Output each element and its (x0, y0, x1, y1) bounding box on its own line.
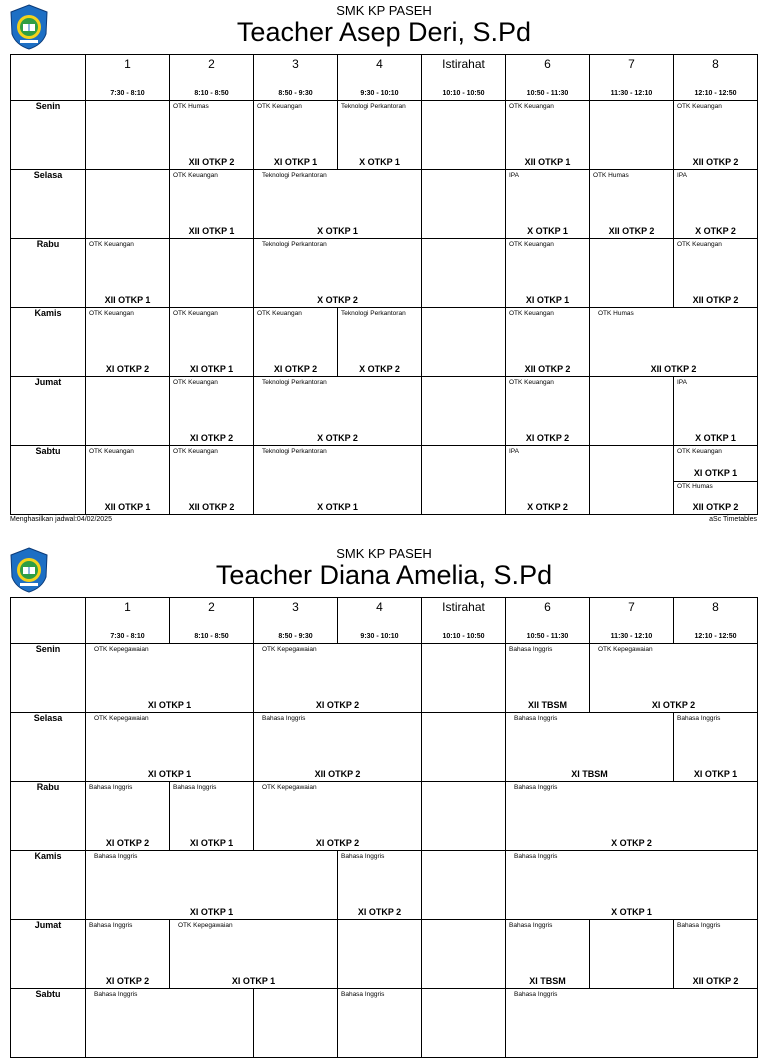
lesson-class: X OTKP 2 (317, 433, 358, 443)
period-number: 4 (376, 57, 383, 71)
lesson-cell (506, 101, 590, 170)
lesson-class: XI OTKP 1 (693, 769, 738, 779)
period-header (674, 55, 758, 101)
period-time: 10:10 - 10:50 (442, 633, 485, 640)
lesson-cell (506, 446, 590, 515)
day-label: Jumat (11, 920, 86, 989)
day-row (11, 920, 758, 989)
lesson-subject: Bahasa Inggris (677, 715, 721, 722)
day-row (11, 782, 758, 851)
lesson-cell (506, 989, 758, 1058)
lesson-class: X OTKP 1 (695, 433, 736, 443)
period-number: Istirahat (442, 600, 485, 614)
lesson-class: XI TBSM (529, 976, 566, 986)
empty-cell (422, 170, 506, 239)
period-number: 6 (544, 600, 551, 614)
period-number: 2 (208, 600, 215, 614)
lesson-class: XI OTKP 2 (105, 364, 150, 374)
lesson-class: XI OTKP 1 (693, 467, 738, 478)
period-number: 8 (712, 600, 719, 614)
lesson-class: X OTKP 1 (317, 226, 358, 236)
lesson-cell (170, 920, 338, 989)
day-label: Selasa (11, 713, 86, 782)
lesson-subject: OTK Humas (598, 310, 634, 317)
lesson-cell (674, 170, 758, 239)
day-row (11, 170, 758, 239)
period-header (170, 598, 254, 644)
lesson-subject: Teknologi Perkantoran (262, 379, 327, 386)
period-number: 7 (628, 600, 635, 614)
lesson-class: XI OTKP 2 (105, 976, 150, 986)
lesson-subject: Bahasa Inggris (89, 784, 133, 791)
lesson-subject: Bahasa Inggris (509, 646, 553, 653)
period-time: 11:30 - 12:10 (610, 90, 653, 97)
lesson-cell (170, 446, 254, 515)
empty-cell (338, 920, 422, 989)
lesson-cell (86, 644, 254, 713)
lesson-class: X OTKP 2 (695, 226, 736, 236)
lesson-subject: Teknologi Perkantoran (341, 310, 406, 317)
lesson-cell (254, 170, 422, 239)
lesson-cell (170, 101, 254, 170)
lesson-class: XI OTKP 2 (357, 907, 402, 917)
lesson-subject: OTK Humas (173, 103, 209, 110)
lesson-cell (254, 446, 422, 515)
lesson-cell (86, 713, 254, 782)
lesson-cell (254, 308, 338, 377)
lesson-cell (254, 377, 422, 446)
period-header (590, 598, 674, 644)
lesson-class: X OTKP 2 (359, 364, 400, 374)
empty-cell (254, 989, 338, 1058)
period-number: 3 (292, 600, 299, 614)
empty-cell (422, 920, 506, 989)
lesson-class: XI OTKP 1 (189, 364, 234, 374)
lesson-subject: IPA (677, 379, 687, 386)
lesson-cell (254, 101, 338, 170)
lesson-subject: Bahasa Inggris (509, 922, 553, 929)
period-number: 2 (208, 57, 215, 71)
period-header (86, 55, 170, 101)
lesson-subject: OTK Keuangan (89, 448, 134, 455)
school-name: SMK KP PASEH (336, 546, 432, 561)
period-time: 10:50 - 11:30 (526, 633, 569, 640)
lesson-subject: IPA (509, 448, 519, 455)
day-row (11, 446, 758, 515)
lesson-cell (506, 377, 590, 446)
empty-cell (422, 101, 506, 170)
lesson-cell (170, 782, 254, 851)
lesson-subject: Teknologi Perkantoran (262, 241, 327, 248)
day-label: Senin (11, 101, 86, 170)
lesson-cell (506, 851, 758, 920)
lesson-cell (674, 446, 758, 515)
lesson-class: X OTKP 1 (359, 157, 400, 167)
day-label: Jumat (11, 377, 86, 446)
lesson-subject: OTK Humas (677, 482, 713, 490)
period-header (422, 55, 506, 101)
lesson-class: XII OTKP 2 (692, 295, 739, 305)
lesson-subject: OTK Keuangan (173, 310, 218, 317)
empty-cell (422, 851, 506, 920)
empty-cell (170, 239, 254, 308)
lesson-class: X OTKP 2 (317, 295, 358, 305)
lesson-class: X OTKP 1 (527, 226, 568, 236)
lesson-subject: OTK Kepegawaian (94, 715, 149, 722)
lesson-subject: OTK Keuangan (677, 241, 722, 248)
lesson-cell (86, 851, 338, 920)
empty-cell (590, 239, 674, 308)
lesson-cell (86, 782, 170, 851)
lesson-class: XII OTKP 2 (692, 502, 739, 512)
lesson-class: XII OTKP 2 (314, 769, 361, 779)
empty-cell (86, 170, 170, 239)
empty-cell (422, 644, 506, 713)
teacher-name: Teacher Asep Deri, S.Pd (236, 17, 532, 47)
lesson-subject: Bahasa Inggris (94, 853, 138, 860)
lesson-class: XII OTKP 2 (692, 157, 739, 167)
empty-cell (590, 101, 674, 170)
lesson-subject: OTK Kepegawaian (94, 646, 149, 653)
lesson-subject: IPA (677, 172, 687, 179)
period-number: 1 (124, 57, 131, 71)
day-label: Sabtu (11, 446, 86, 515)
lesson-subject: OTK Keuangan (257, 103, 302, 110)
empty-cell (422, 782, 506, 851)
timetable-grid (10, 597, 758, 1058)
lesson-subject: Teknologi Perkantoran (262, 172, 327, 179)
lesson-cell (86, 989, 254, 1058)
period-number: 6 (544, 57, 551, 71)
lesson-cell (506, 782, 758, 851)
lesson-cell (338, 989, 422, 1058)
teacher-name: Teacher Diana Amelia, S.Pd (215, 560, 553, 590)
period-time: 7:30 - 8:10 (110, 90, 145, 97)
lesson-subject: OTK Keuangan (509, 103, 554, 110)
lesson-subject: OTK Keuangan (173, 379, 218, 386)
lesson-cell (590, 308, 758, 377)
lesson-class: X OTKP 2 (527, 502, 568, 512)
lesson-class: XI OTKP 1 (147, 700, 192, 710)
corner-cell (11, 598, 86, 644)
period-time: 10:50 - 11:30 (526, 90, 569, 97)
day-row (11, 377, 758, 446)
lesson-subject: Teknologi Perkantoran (341, 103, 406, 110)
period-time: 8:50 - 9:30 (278, 633, 313, 640)
lesson-cell (86, 308, 170, 377)
period-time: 9:30 - 10:10 (360, 90, 399, 97)
lesson-cell (506, 170, 590, 239)
empty-cell (590, 377, 674, 446)
lesson-cell (170, 308, 254, 377)
lesson-class: XII OTKP 1 (104, 295, 151, 305)
lesson-class: XII OTKP 2 (650, 364, 697, 374)
lesson-class: XII OTKP 2 (692, 976, 739, 986)
lesson-cell (674, 101, 758, 170)
lesson-class: XI OTKP 2 (315, 700, 360, 710)
lesson-subject: OTK Humas (593, 172, 629, 179)
period-time: 11:30 - 12:10 (610, 633, 653, 640)
period-time: 8:10 - 8:50 (194, 633, 229, 640)
cell-divider (674, 481, 757, 482)
empty-cell (422, 446, 506, 515)
day-label: Senin (11, 644, 86, 713)
lesson-subject: OTK Keuangan (257, 310, 302, 317)
lesson-subject: OTK Kepegawaian (262, 784, 317, 791)
day-row (11, 851, 758, 920)
lesson-subject: Bahasa Inggris (341, 853, 385, 860)
lesson-subject: Bahasa Inggris (514, 784, 558, 791)
lesson-subject: OTK Keuangan (509, 310, 554, 317)
period-header (590, 55, 674, 101)
lesson-class: XII OTKP 1 (524, 157, 571, 167)
lesson-subject: OTK Keuangan (677, 103, 722, 110)
lesson-subject: Bahasa Inggris (514, 991, 558, 998)
lesson-subject: OTK Keuangan (89, 310, 134, 317)
lesson-class: XI OTKP 1 (189, 907, 234, 917)
lesson-class: XI OTKP 1 (189, 838, 234, 848)
day-label: Rabu (11, 782, 86, 851)
lesson-cell (170, 170, 254, 239)
lesson-class: XI OTKP 2 (525, 433, 570, 443)
day-label: Kamis (11, 308, 86, 377)
lesson-class: XI OTKP 1 (147, 769, 192, 779)
lesson-cell (254, 713, 422, 782)
day-row (11, 239, 758, 308)
period-header (170, 55, 254, 101)
day-row (11, 713, 758, 782)
lesson-cell (506, 713, 674, 782)
corner-cell (11, 55, 86, 101)
day-row (11, 101, 758, 170)
period-number: 3 (292, 57, 299, 71)
period-number: Istirahat (442, 57, 485, 71)
period-time: 12:10 - 12:50 (694, 633, 737, 640)
lesson-class: XI TBSM (571, 769, 608, 779)
lesson-class: XI OTKP 2 (651, 700, 696, 710)
lesson-cell (590, 644, 758, 713)
lesson-cell (338, 308, 422, 377)
lesson-subject: Bahasa Inggris (514, 715, 558, 722)
day-row (11, 644, 758, 713)
lesson-cell (86, 920, 170, 989)
lesson-class: XII OTKP 1 (104, 502, 151, 512)
period-header (338, 55, 422, 101)
lesson-cell (338, 851, 422, 920)
lesson-class: X OTKP 1 (317, 502, 358, 512)
lesson-class: XII OTKP 1 (188, 226, 235, 236)
lesson-subject: Bahasa Inggris (677, 922, 721, 929)
lesson-cell (254, 644, 422, 713)
lesson-class: XII OTKP 2 (188, 157, 235, 167)
lesson-cell (590, 170, 674, 239)
lesson-cell (506, 239, 590, 308)
lesson-subject: OTK Keuangan (173, 172, 218, 179)
lesson-subject: OTK Keuangan (509, 379, 554, 386)
period-time: 12:10 - 12:50 (694, 90, 737, 97)
lesson-cell (254, 782, 422, 851)
generated-date: Menghasilkan jadwal:04/02/2025 (10, 516, 112, 523)
day-label: Kamis (11, 851, 86, 920)
period-header (422, 598, 506, 644)
lesson-cell (506, 644, 590, 713)
lesson-cell (674, 377, 758, 446)
period-header (506, 598, 590, 644)
lesson-class: XI OTKP 2 (273, 364, 318, 374)
lesson-cell (338, 101, 422, 170)
lesson-class: XII OTKP 2 (188, 502, 235, 512)
lesson-cell (506, 308, 590, 377)
period-header (506, 55, 590, 101)
lesson-subject: OTK Kepegawaian (598, 646, 653, 653)
period-number: 7 (628, 57, 635, 71)
timetable-grid (10, 54, 758, 515)
empty-cell (422, 308, 506, 377)
empty-cell (422, 377, 506, 446)
day-label: Selasa (11, 170, 86, 239)
empty-cell (590, 920, 674, 989)
lesson-class: XII TBSM (527, 700, 567, 710)
lesson-cell (674, 920, 758, 989)
period-header (338, 598, 422, 644)
lesson-subject: OTK Keuangan (173, 448, 218, 455)
lesson-subject: Bahasa Inggris (94, 991, 138, 998)
lesson-subject: Teknologi Perkantoran (262, 448, 327, 455)
lesson-cell (674, 239, 758, 308)
period-number: 1 (124, 600, 131, 614)
lesson-cell (674, 713, 758, 782)
lesson-subject: Bahasa Inggris (262, 715, 306, 722)
empty-cell (86, 101, 170, 170)
lesson-class: XII OTKP 2 (524, 364, 571, 374)
lesson-subject: Bahasa Inggris (341, 991, 385, 998)
lesson-class: XI OTKP 2 (189, 433, 234, 443)
day-label: Sabtu (11, 989, 86, 1058)
lesson-class: XII OTKP 2 (608, 226, 655, 236)
lesson-class: X OTKP 2 (611, 838, 652, 848)
lesson-class: XI OTKP 1 (525, 295, 570, 305)
empty-cell (422, 239, 506, 308)
period-header (254, 598, 338, 644)
lesson-subject: OTK Keuangan (677, 448, 722, 455)
lesson-subject: IPA (509, 172, 519, 179)
empty-cell (422, 713, 506, 782)
school-name: SMK KP PASEH (336, 3, 432, 18)
period-header (86, 598, 170, 644)
lesson-class: XI OTKP 1 (273, 157, 318, 167)
lesson-class: X OTKP 1 (611, 907, 652, 917)
lesson-cell (170, 377, 254, 446)
lesson-subject: Bahasa Inggris (89, 922, 133, 929)
day-label: Rabu (11, 239, 86, 308)
period-time: 8:10 - 8:50 (194, 90, 229, 97)
lesson-cell (86, 446, 170, 515)
period-number: 8 (712, 57, 719, 71)
empty-cell (422, 989, 506, 1058)
lesson-subject: Bahasa Inggris (514, 853, 558, 860)
lesson-cell (86, 239, 170, 308)
lesson-cell (254, 239, 422, 308)
empty-cell (86, 377, 170, 446)
lesson-class: XI OTKP 1 (231, 976, 276, 986)
period-time: 8:50 - 9:30 (278, 90, 313, 97)
lesson-class: XI OTKP 2 (315, 838, 360, 848)
day-row (11, 308, 758, 377)
lesson-cell (506, 920, 590, 989)
lesson-subject: OTK Keuangan (89, 241, 134, 248)
software-credit: aSc Timetables (709, 516, 757, 523)
empty-cell (590, 446, 674, 515)
period-time: 9:30 - 10:10 (360, 633, 399, 640)
period-header (674, 598, 758, 644)
lesson-subject: OTK Keuangan (509, 241, 554, 248)
lesson-subject: OTK Kepegawaian (178, 922, 233, 929)
lesson-class: XI OTKP 2 (105, 838, 150, 848)
period-number: 4 (376, 600, 383, 614)
day-row (11, 989, 758, 1058)
period-time: 7:30 - 8:10 (110, 633, 145, 640)
lesson-subject: Bahasa Inggris (173, 784, 217, 791)
period-header (254, 55, 338, 101)
lesson-subject: OTK Kepegawaian (262, 646, 317, 653)
period-time: 10:10 - 10:50 (442, 90, 485, 97)
